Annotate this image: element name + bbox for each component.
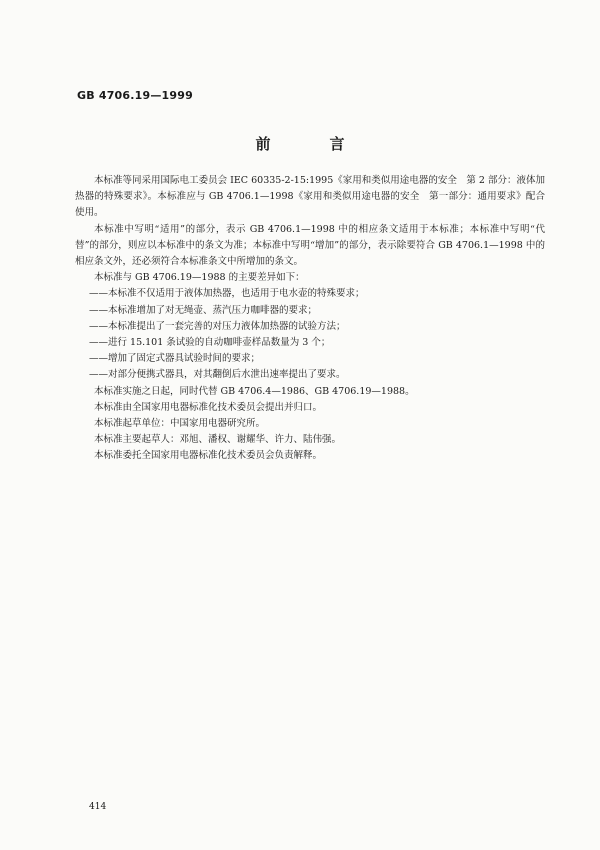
foreword-body [75, 173, 545, 465]
list-item: ——本标准不仅适用于液体加热器，也适用于电水壶的特殊要求； [89, 288, 365, 300]
page-title: 前 言 [255, 135, 367, 153]
paragraph: 本标准委托全国家用电器标准化技术委员会负责解释。 [94, 450, 323, 462]
paragraph: 本标准起草单位：中国家用电器研究所。 [94, 418, 266, 430]
list-item: ——增加了固定式器具试验时间的要求； [89, 353, 261, 365]
list-item: ——本标准提出了一套完善的对压力液体加热器的试验方法； [89, 320, 346, 332]
list-item: ——本标准增加了对无绳壶、蒸汽压力咖啡器的要求； [89, 304, 318, 316]
paragraph: 本标准主要起草人：邓旭、潘权、谢耀华、许力、陆伟强。 [94, 434, 342, 446]
paragraph: 本标准中写明“适用”的部分，表示 GB 4706.1—1998 中的相应条文适用于本标准；本标准中写明“代替”的部分，则应以本标准中的条文为准；本标准中写明“增加”的部分，表示除要符合 GB 4706.1—1998 中的相应条文外，还必须符合本标准条文中所增加的条文。 [75, 223, 545, 268]
paragraph: 本标准与 GB 4706.19—1988 的主要差异如下： [94, 272, 305, 284]
paragraph: 本标准实施之日起，同时代替 GB 4706.4—1986、GB 4706.19—1988。 [94, 385, 415, 397]
standard-code: GB 4706.19—1999 [77, 89, 193, 102]
paragraph: 本标准等同采用国际电工委员会 IEC 60335-2-15:1995《家用和类似用途电器的安全 第 2 部分：液体加热器的特殊要求》。本标准应与 GB 4706.1—1998《家用和类似用途电器的安全 第一部分：通用要求》配合使用。 [75, 175, 545, 219]
list-item: ——对部分便携式器具，对其翻倒后水泄出速率提出了要求。 [89, 369, 346, 381]
page-number: 414 [89, 802, 107, 812]
paragraph: 本标准由全国家用电器标准化技术委员会提出并归口。 [94, 401, 323, 413]
list-item: ——进行 15.101 条试验的自动咖啡壶样品数量为 3 个； [89, 337, 331, 349]
